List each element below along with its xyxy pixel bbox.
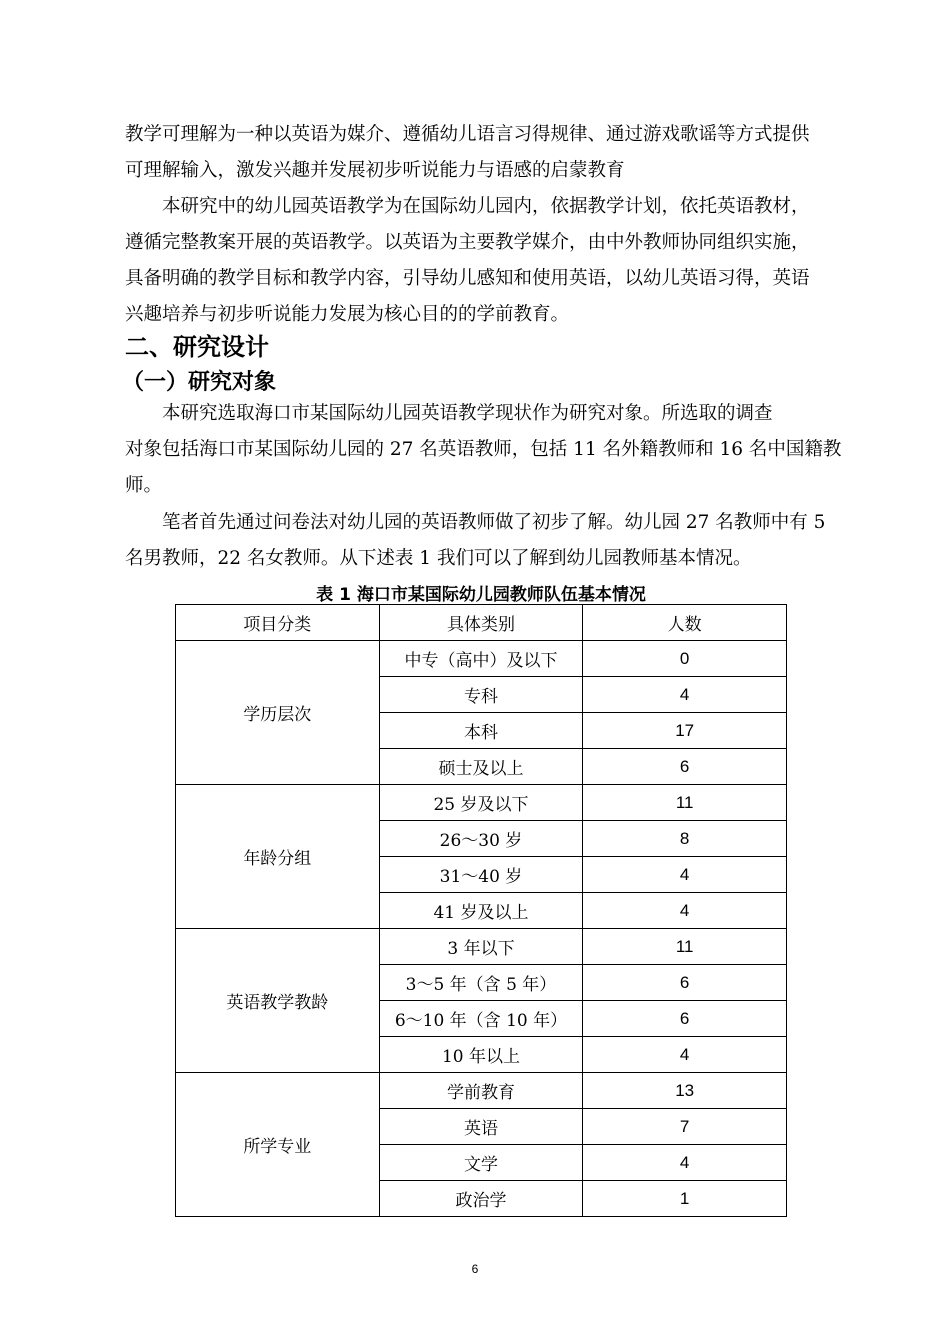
table-row bbox=[176, 641, 787, 677]
category-cell: 3 年以下 bbox=[379, 929, 583, 965]
paragraph-intro-continued bbox=[125, 117, 840, 189]
category-cell: 硕士及以上 bbox=[379, 749, 583, 785]
paragraph-definition bbox=[125, 189, 840, 333]
category-cell: 3～5 年（含 5 年） bbox=[379, 965, 583, 1001]
paragraph-research-object bbox=[125, 396, 840, 504]
text-line: 名男教师，22 名女教师。从下述表 1 我们可以了解到幼儿园教师基本情况。 bbox=[125, 548, 752, 569]
count-cell: 6 bbox=[583, 1001, 787, 1037]
count-cell: 13 bbox=[583, 1073, 787, 1109]
subsection-heading: （一）研究对象 bbox=[122, 370, 277, 395]
count-cell: 4 bbox=[583, 1037, 787, 1073]
count-cell: 6 bbox=[583, 965, 787, 1001]
count-cell: 4 bbox=[583, 893, 787, 929]
category-cell: 专科 bbox=[379, 677, 583, 713]
count-cell: 4 bbox=[583, 677, 787, 713]
section-heading: 二、研究设计 bbox=[125, 333, 269, 361]
text-line: 对象包括海口市某国际幼儿园的 27 名英语教师，包括 11 名外籍教师和 16 名中国籍教 bbox=[125, 439, 842, 460]
text-line: 教学可理解为一种以英语为媒介、遵循幼儿语言习得规律、通过游戏歌谣等方式提供 bbox=[125, 124, 810, 145]
table-row bbox=[176, 785, 787, 821]
count-cell: 7 bbox=[583, 1109, 787, 1145]
group-cell: 年龄分组 bbox=[176, 785, 380, 929]
group-cell: 所学专业 bbox=[176, 1073, 380, 1217]
teacher-stats-table bbox=[175, 604, 787, 1217]
count-cell: 1 bbox=[583, 1181, 787, 1217]
category-cell: 25 岁及以下 bbox=[379, 785, 583, 821]
category-cell: 政治学 bbox=[379, 1181, 583, 1217]
category-cell: 31～40 岁 bbox=[379, 857, 583, 893]
text-line: 师。 bbox=[125, 475, 163, 496]
category-cell: 英语 bbox=[379, 1109, 583, 1145]
count-cell: 11 bbox=[583, 929, 787, 965]
category-cell: 文学 bbox=[379, 1145, 583, 1181]
category-cell: 学前教育 bbox=[379, 1073, 583, 1109]
column-header: 具体类别 bbox=[379, 605, 583, 641]
count-cell: 17 bbox=[583, 713, 787, 749]
category-cell: 41 岁及以上 bbox=[379, 893, 583, 929]
count-cell: 11 bbox=[583, 785, 787, 821]
text-line: 本研究选取海口市某国际幼儿园英语教学现状作为研究对象。所选取的调查 bbox=[125, 403, 773, 424]
page-number: 6 bbox=[471, 1262, 479, 1276]
group-cell: 学历层次 bbox=[176, 641, 380, 785]
text-line: 具备明确的教学目标和教学内容，引导幼儿感知和使用英语，以幼儿英语习得，英语 bbox=[125, 268, 810, 289]
category-cell: 10 年以上 bbox=[379, 1037, 583, 1073]
category-cell: 中专（高中）及以下 bbox=[379, 641, 583, 677]
table-header-row bbox=[176, 605, 787, 641]
text-line: 兴趣培养与初步听说能力发展为核心目的的学前教育。 bbox=[125, 304, 570, 325]
table-row bbox=[176, 929, 787, 965]
count-cell: 0 bbox=[583, 641, 787, 677]
text-line: 笔者首先通过问卷法对幼儿园的英语教师做了初步了解。幼儿园 27 名教师中有 5 bbox=[125, 512, 826, 533]
paragraph-survey bbox=[125, 505, 840, 577]
table-caption: 表 1 海口市某国际幼儿园教师队伍基本情况 bbox=[316, 585, 646, 605]
category-cell: 6～10 年（含 10 年） bbox=[379, 1001, 583, 1037]
table-row bbox=[176, 1073, 787, 1109]
category-cell: 本科 bbox=[379, 713, 583, 749]
text-line: 可理解输入，激发兴趣并发展初步听说能力与语感的启蒙教育 bbox=[125, 160, 625, 181]
text-line: 本研究中的幼儿园英语教学为在国际幼儿园内，依据教学计划，依托英语教材， bbox=[125, 196, 810, 217]
count-cell: 6 bbox=[583, 749, 787, 785]
column-header: 项目分类 bbox=[176, 605, 380, 641]
count-cell: 4 bbox=[583, 857, 787, 893]
count-cell: 8 bbox=[583, 821, 787, 857]
category-cell: 26～30 岁 bbox=[379, 821, 583, 857]
column-header: 人数 bbox=[583, 605, 787, 641]
text-line: 遵循完整教案开展的英语教学。以英语为主要教学媒介，由中外教师协同组织实施， bbox=[125, 232, 810, 253]
count-cell: 4 bbox=[583, 1145, 787, 1181]
group-cell: 英语教学教龄 bbox=[176, 929, 380, 1073]
